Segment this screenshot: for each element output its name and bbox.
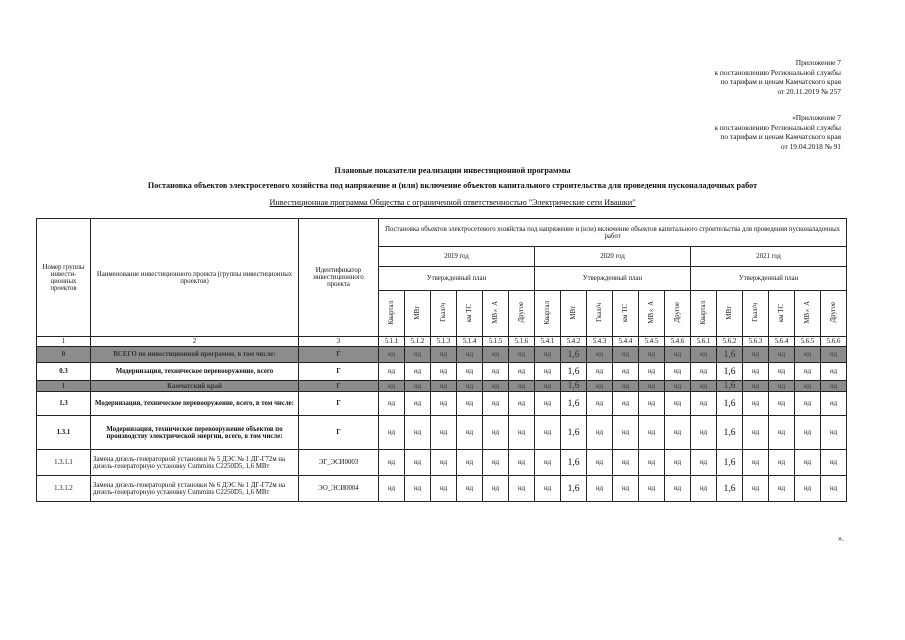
header-unit	[457, 291, 483, 337]
header-unit-label: МВт	[726, 305, 733, 320]
row-value: нд	[795, 347, 821, 363]
row-value: 1,6	[561, 347, 587, 363]
row-value: нд	[535, 450, 561, 476]
row-value: нд	[665, 347, 691, 363]
row-value: нд	[405, 347, 431, 363]
column-number: 5.4.5	[639, 337, 665, 347]
row-value: нд	[483, 392, 509, 416]
row-value: нд	[483, 416, 509, 450]
column-number: 5.6.6	[821, 337, 847, 347]
row-value: нд	[509, 363, 535, 381]
row-value: нд	[795, 450, 821, 476]
row-value: нд	[821, 347, 847, 363]
row-value: нд	[431, 476, 457, 502]
header-unit-label: км ТС	[466, 303, 473, 322]
closing-mark: ».	[838, 534, 844, 543]
row-value: нд	[743, 363, 769, 381]
row-value: нд	[613, 476, 639, 502]
row-value: нд	[587, 392, 613, 416]
row-value: нд	[431, 363, 457, 381]
row-value: 1,6	[717, 476, 743, 502]
row-value: нд	[457, 363, 483, 381]
row-value: нд	[405, 450, 431, 476]
appendix-line: к постановлению Региональной службы	[714, 122, 841, 132]
row-value: нд	[587, 450, 613, 476]
column-number: 5.4.6	[665, 337, 691, 347]
header-year: 2019 год	[379, 247, 535, 267]
column-number: 5.1.4	[457, 337, 483, 347]
row-value: 1,6	[717, 450, 743, 476]
row-value: нд	[613, 363, 639, 381]
row-value: нд	[639, 476, 665, 502]
row-value: 1,6	[561, 416, 587, 450]
header-unit-label: Другое	[674, 302, 681, 323]
row-value: нд	[743, 416, 769, 450]
row-value: нд	[405, 392, 431, 416]
column-number: 5.1.5	[483, 337, 509, 347]
header-unit-label: Гкал/ч	[752, 303, 759, 322]
row-id: ЭО_ЭСИ0004	[299, 476, 379, 502]
document-subtitle: Постановка объектов электросетевого хозяйства под напряжение и (или) включение объектов капитального строительства для проведения пусконаладочных работ	[147, 181, 758, 190]
program-name: Инвестиционная программа Общества с ограниченной ответственностью "Электрические сети Ивашки"	[269, 198, 636, 207]
header-group: Постановка объектов электросетевого хозяйства под напряжение и (или) включение объектов капитального строительства для проведения пусконаладочных работ	[379, 219, 847, 247]
column-number: 5.6.2	[717, 337, 743, 347]
row-value: нд	[691, 381, 717, 392]
header-unit	[691, 291, 717, 337]
row-value: нд	[535, 392, 561, 416]
row-value: нд	[509, 381, 535, 392]
header-unit-label: Другое	[830, 302, 838, 323]
row-value: нд	[665, 476, 691, 502]
row-name: Замена дизель-генераторной установки № 6 ДЭС № 1 ДГ-Г72м на дизель-генераторную установку Cummins C2250D5, 1,6 МВт	[91, 476, 299, 502]
header-unit	[587, 291, 613, 337]
appendix-line: от 19.04.2018 № 91	[780, 141, 841, 151]
row-value: нд	[457, 416, 483, 450]
row-value: 1,6	[561, 476, 587, 502]
row-value: нд	[587, 416, 613, 450]
column-number: 5.4.4	[613, 337, 639, 347]
header-unit	[405, 291, 431, 337]
header-unit	[483, 291, 509, 337]
indicators-table	[36, 218, 847, 502]
header-unit	[431, 291, 457, 337]
row-value: нд	[821, 392, 847, 416]
row-value: нд	[509, 450, 535, 476]
row-value: нд	[379, 416, 405, 450]
column-number: 5.4.2	[561, 337, 587, 347]
row-value: нд	[821, 476, 847, 502]
row-value: нд	[769, 476, 795, 502]
appendix-line: к постановлению Региональной службы	[714, 67, 841, 77]
header-unit-label: МВ×А	[804, 301, 811, 324]
header-unit-label: Гкал/ч	[440, 303, 447, 322]
row-value: нд	[769, 450, 795, 476]
row-value: нд	[535, 363, 561, 381]
header-year: 2021 год	[691, 247, 847, 267]
row-value: нд	[769, 381, 795, 392]
row-value: нд	[795, 476, 821, 502]
row-value: нд	[639, 381, 665, 392]
table-row	[37, 392, 847, 416]
table-row	[37, 363, 847, 381]
row-number: 1	[37, 381, 91, 392]
row-value: нд	[379, 450, 405, 476]
row-value: нд	[405, 381, 431, 392]
header-unit	[717, 291, 743, 337]
appendix-line: «Приложение 7	[792, 113, 841, 122]
row-value: нд	[509, 347, 535, 363]
row-value: нд	[457, 347, 483, 363]
row-value: нд	[665, 392, 691, 416]
row-value: нд	[665, 450, 691, 476]
row-value: нд	[483, 381, 509, 392]
column-number: 3	[299, 337, 379, 347]
row-value: нд	[379, 363, 405, 381]
header-unit	[379, 291, 405, 337]
row-value: нд	[483, 363, 509, 381]
row-value: нд	[665, 416, 691, 450]
program-name-line	[0, 198, 905, 207]
row-value: нд	[743, 381, 769, 392]
row-value: нд	[639, 450, 665, 476]
row-name: Модернизация, техническое перевооружение, всего, в том числе:	[91, 392, 299, 416]
header-unit	[535, 291, 561, 337]
header-unit-label: Другое	[518, 302, 525, 323]
row-value: нд	[457, 476, 483, 502]
row-value: нд	[821, 450, 847, 476]
row-value: нд	[691, 392, 717, 416]
header-name: Наименование инвестиционного проекта (группы инвестиционных проектов)	[91, 219, 299, 337]
row-number: 1.3.1.1	[37, 450, 91, 476]
header-unit	[743, 291, 769, 337]
row-value: нд	[535, 347, 561, 363]
row-value: нд	[379, 476, 405, 502]
header-plan: Утвержденный план	[379, 267, 535, 291]
header-plan: Утвержденный план	[535, 267, 691, 291]
appendix-line: по тарифам и ценам Камчатского края	[720, 77, 841, 87]
row-name: Замена дизель-генераторной установки № 5 ДЭС № 1 ДГ-Г72м на дизель-генераторную установку Cummins C2250D5, 1,6 МВт	[91, 450, 299, 476]
header-unit	[769, 291, 795, 337]
appendix-line: от 20.11.2019 № 257	[777, 86, 841, 96]
row-value: нд	[613, 416, 639, 450]
row-id: Г	[299, 381, 379, 392]
row-name: Модернизация, техническое перевооружение, всего	[91, 363, 299, 381]
row-value: нд	[431, 347, 457, 363]
row-value: нд	[483, 347, 509, 363]
row-value: нд	[795, 363, 821, 381]
row-value: 1,6	[717, 347, 743, 363]
column-number: 5.1.3	[431, 337, 457, 347]
row-value: нд	[743, 392, 769, 416]
row-value: нд	[691, 476, 717, 502]
header-unit-label: км ТС	[778, 303, 785, 322]
row-value: нд	[691, 416, 717, 450]
row-value: нд	[613, 347, 639, 363]
row-value: нд	[535, 381, 561, 392]
row-id: Г	[299, 392, 379, 416]
row-value: нд	[821, 363, 847, 381]
row-value: 1,6	[561, 363, 587, 381]
header-unit	[639, 291, 665, 337]
row-value: нд	[691, 347, 717, 363]
row-value: нд	[509, 392, 535, 416]
row-value: нд	[795, 392, 821, 416]
row-value: нд	[405, 476, 431, 502]
column-number: 5.6.3	[743, 337, 769, 347]
header-unit	[665, 291, 691, 337]
row-value: нд	[613, 450, 639, 476]
table-row	[37, 416, 847, 450]
row-value: нд	[743, 476, 769, 502]
row-name: Модернизация, техническое перевооружение объектов по производству электрической энергии, всего, в том числе:	[91, 416, 299, 450]
row-value: нд	[821, 381, 847, 392]
row-value: нд	[639, 363, 665, 381]
row-value: нд	[405, 416, 431, 450]
row-value: нд	[769, 392, 795, 416]
column-number: 1	[37, 337, 91, 347]
row-value: нд	[509, 476, 535, 502]
header-unit-label: МВт	[414, 305, 421, 320]
header-unit-label: Квартал	[544, 300, 551, 325]
row-value: нд	[587, 363, 613, 381]
row-id: ЭГ_ЭСИ0003	[299, 450, 379, 476]
row-value: нд	[509, 416, 535, 450]
row-value: нд	[431, 392, 457, 416]
document-title: Плановые показатели реализации инвестиционной программы	[334, 166, 571, 175]
row-value: нд	[535, 476, 561, 502]
row-number: 0.3	[37, 363, 91, 381]
column-number: 5.1.6	[509, 337, 535, 347]
header-unit	[561, 291, 587, 337]
row-value: нд	[691, 363, 717, 381]
row-value: нд	[457, 392, 483, 416]
row-id: Г	[299, 416, 379, 450]
row-value: 1,6	[561, 450, 587, 476]
appendix-previous	[714, 113, 841, 151]
column-number: 5.6.4	[769, 337, 795, 347]
header-year: 2020 год	[535, 247, 691, 267]
row-value: 1,6	[717, 392, 743, 416]
header-unit	[613, 291, 639, 337]
column-number: 5.1.2	[405, 337, 431, 347]
row-number: 0	[37, 347, 91, 363]
row-value: нд	[457, 381, 483, 392]
row-value: нд	[483, 450, 509, 476]
header-id: Идентификатор инвестиционного проекта	[299, 219, 379, 337]
row-value: нд	[743, 450, 769, 476]
row-name: ВСЕГО по инвестиционной программе, в том числе:	[91, 347, 299, 363]
row-name: Камчатский край	[91, 381, 299, 392]
row-value: нд	[743, 347, 769, 363]
header-plan: Утвержденный план	[691, 267, 847, 291]
table-row	[37, 476, 847, 502]
header-unit	[509, 291, 535, 337]
row-value: нд	[665, 381, 691, 392]
row-value: нд	[639, 347, 665, 363]
row-value: нд	[769, 363, 795, 381]
header-unit	[795, 291, 821, 337]
row-number: 1.3.1	[37, 416, 91, 450]
appendix-line: по тарифам и ценам Камчатского края	[720, 132, 841, 142]
row-id: Г	[299, 363, 379, 381]
header-unit-label: МВ×А	[648, 301, 655, 324]
row-value: нд	[457, 450, 483, 476]
row-value: нд	[379, 347, 405, 363]
row-number: 1.3	[37, 392, 91, 416]
appendix-line: Приложение 7	[795, 58, 841, 67]
row-value: нд	[431, 381, 457, 392]
header-unit-label: МВт	[570, 305, 577, 320]
header-unit-label: км ТС	[622, 303, 629, 322]
header-unit	[821, 291, 847, 337]
row-number: 1.3.1.2	[37, 476, 91, 502]
row-value: 1,6	[717, 416, 743, 450]
row-value: нд	[483, 476, 509, 502]
row-value: 1,6	[561, 392, 587, 416]
row-value: нд	[431, 416, 457, 450]
row-value: нд	[587, 347, 613, 363]
row-value: нд	[795, 381, 821, 392]
table-row	[37, 381, 847, 392]
column-number: 5.4.1	[535, 337, 561, 347]
header-number: Номер группы инвести-ционных проектов	[37, 219, 91, 337]
row-value: нд	[587, 476, 613, 502]
row-value: нд	[379, 381, 405, 392]
appendix-current	[714, 58, 841, 96]
column-number: 5.4.3	[587, 337, 613, 347]
row-value: нд	[821, 416, 847, 450]
column-number: 5.6.5	[795, 337, 821, 347]
header-unit-label: Квартал	[388, 300, 395, 325]
row-value: нд	[431, 450, 457, 476]
row-value: нд	[535, 416, 561, 450]
header-unit-label: Квартал	[700, 300, 707, 325]
row-value: нд	[379, 392, 405, 416]
row-value: нд	[795, 416, 821, 450]
column-number: 5.6.1	[691, 337, 717, 347]
row-value: нд	[639, 392, 665, 416]
row-value: нд	[769, 416, 795, 450]
header-unit-label: Гкал/ч	[596, 303, 603, 322]
row-value: нд	[405, 363, 431, 381]
header-unit-label: МВ×А	[492, 301, 499, 324]
row-value: нд	[665, 363, 691, 381]
row-value: нд	[613, 392, 639, 416]
row-value: 1,6	[717, 381, 743, 392]
table-row	[37, 347, 847, 363]
row-value: нд	[613, 381, 639, 392]
row-value: нд	[587, 381, 613, 392]
row-value: 1,6	[717, 363, 743, 381]
row-value: 1,6	[561, 381, 587, 392]
table-row	[37, 450, 847, 476]
row-value: нд	[769, 347, 795, 363]
row-value: нд	[639, 416, 665, 450]
column-number: 2	[91, 337, 299, 347]
row-value: нд	[691, 450, 717, 476]
column-number: 5.1.1	[379, 337, 405, 347]
row-id: Г	[299, 347, 379, 363]
